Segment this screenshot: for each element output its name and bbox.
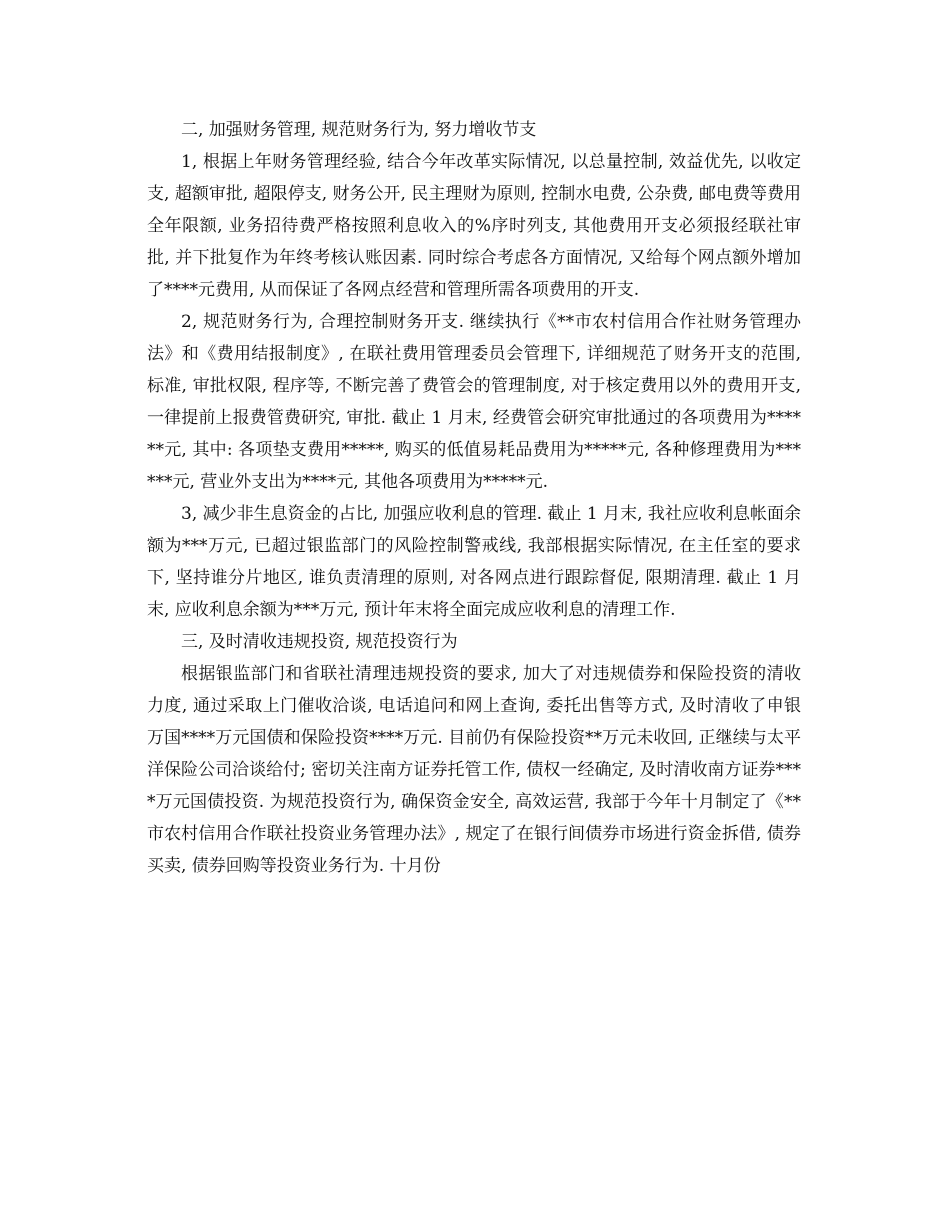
section-heading-3: 三, 及时清收违规投资, 规范投资行为 [181,632,458,652]
paragraph-item-1: 1, 根据上年财务管理经验, 结合今年改革实际情况, 以总量控制, 效益优先, 以收定支, 超额审批, 超限停支, 财务公开, 民主理财为原则, 控制水电费, 公杂费, 邮电费等费用全年限额, 业务招待费严格按照利息收入的%序时列支, 其他费用开支必须报经联社审批, 并下批复作为年终考核认账因素. 同时综合考虑各方面情况, 又给每个网点额外增加了****元费用, 从而保证了各网点经营和管理所需各项费用的开支. [147,152,801,300]
paragraph-investment: 根据银监部门和省联社清理违规投资的要求, 加大了对违规债券和保险投资的清收力度, 通过采取上门催收洽谈, 电话追问和网上查询, 委托出售等方式, 及时清收了申银万国****万元国债和保险投资****万元. 目前仍有保险投资**万元未收回, 正继续与太平洋保险公司洽谈给付; 密切关注南方证券托管工作, 债权一经确定, 及时清收南方证券****万元国债投资. 为规范投资行为, 确保资金安全, 高效运营, 我部于今年十月制定了《**市农村信用合作联社投资业务管理办法》, 规定了在银行间债券市场进行资金拆借, 债券买卖, 债券回购等投资业务行为. 十月份 [147,664,801,876]
section-heading-2: 二, 加强财务管理, 规范财务行为, 努力增收节支 [181,120,537,140]
paragraph-item-3: 3, 减少非生息资金的占比, 加强应收利息的管理. 截止 1 月末, 我社应收利息帐面余额为***万元, 已超过银监部门的风险控制警戒线, 我部根据实际情况, 在主任室的要求下, 坚持谁分片地区, 谁负责清理的原则, 对各网点进行跟踪督促, 限期清理. 截止 1 月末, 应收利息余额为***万元, 预计年末将全面完成应收利息的清理工作. [147,504,801,620]
paragraph-item-2: 2, 规范财务行为, 合理控制财务开支. 继续执行《**市农村信用合作社财务管理办法》和《费用结报制度》, 在联社费用管理委员会管理下, 详细规范了财务开支的范围, 标准, 审批权限, 程序等, 不断完善了费管会的管理制度, 对于核定费用以外的费用开支, 一律提前上报费管费研究, 审批. 截止 1 月末, 经费管会研究审批通过的各项费用为******元, 其中: 各项垫支费用*****, 购买的低值易耗品费用为*****元, 各种修理费用为******元, 营业外支出为****元, 其他各项费用为*****元. [147,312,801,492]
document-body [147,114,801,882]
